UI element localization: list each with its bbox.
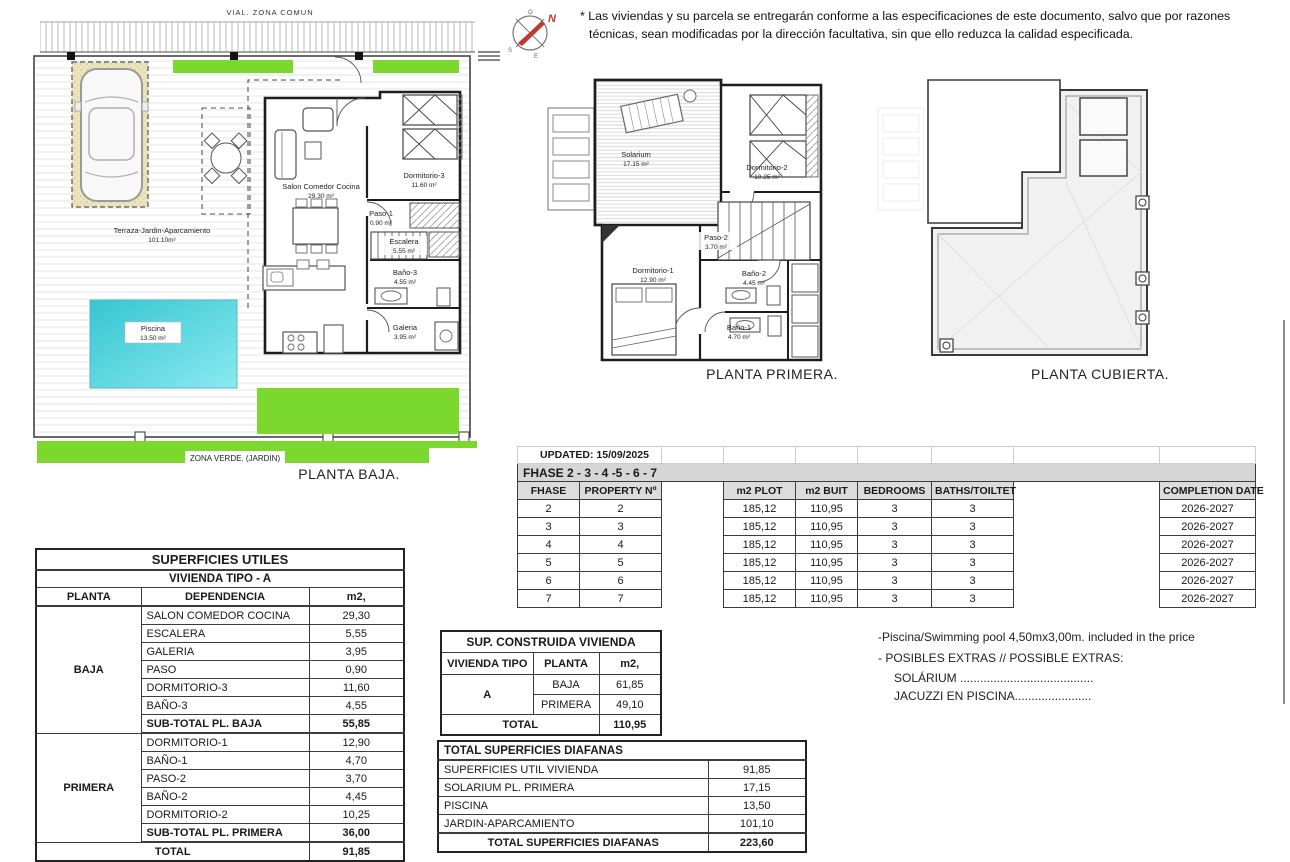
spacer-cell	[662, 482, 724, 608]
terrace-label: Terraza-Jardin-Aparcamiento	[113, 226, 211, 235]
plan-title-cubierta: PLANTA CUBIERTA.	[1031, 366, 1169, 382]
table-cell: 29,30	[309, 606, 404, 625]
room-area: 29.30 m²	[308, 193, 334, 200]
table-cell: 3	[932, 500, 1014, 518]
table-cell: 4,45	[309, 788, 404, 806]
table-cell	[932, 447, 1014, 464]
spacer-cell	[1014, 482, 1160, 608]
table-cell	[724, 447, 796, 464]
table-cell: 7	[580, 590, 662, 608]
table-cell: PRIMERA	[533, 695, 599, 715]
road-hatch	[40, 22, 475, 52]
table-cell: 2	[580, 500, 662, 518]
header-row	[36, 588, 404, 607]
compass-left: S	[508, 48, 513, 54]
compass-bottom: E	[534, 54, 539, 60]
table-cell: 3	[858, 518, 932, 536]
table-cell: 6	[518, 572, 580, 590]
stairs-label	[381, 236, 427, 255]
room-label: Dormitorio-2	[746, 163, 788, 172]
room-area: 17.15 m²	[623, 161, 649, 168]
pool-note: -Piscina/Swimming pool 4,50mx3,00m. included in the price	[878, 630, 1195, 644]
parking-area	[72, 62, 148, 207]
table-cell: JARDIN-APARCAMIENTO	[438, 815, 708, 834]
total-value: 110,95	[599, 715, 661, 736]
table-cell: 3	[932, 590, 1014, 608]
column-header: BEDROOMS	[858, 482, 932, 500]
table-cell: BAÑO-3	[141, 697, 309, 715]
stairs	[718, 202, 810, 260]
table-cell: 5	[518, 554, 580, 572]
table-cell: 185,12	[724, 536, 796, 554]
table-cell: 101,10	[708, 815, 806, 834]
table-title: TOTAL SUPERFICIES DIAFANAS	[438, 741, 806, 760]
ghost-louvers	[878, 108, 924, 210]
pool-area: 13.50 m²	[140, 335, 166, 342]
table-cell: 2026-2027	[1160, 572, 1256, 590]
svg-text:Escalera: Escalera	[389, 237, 419, 246]
table-cell: 5	[580, 554, 662, 572]
table-cell: PISCINA	[438, 797, 708, 815]
phases-table	[517, 446, 1264, 608]
table-cell: 185,12	[724, 500, 796, 518]
column-header: COMPLETION DATE	[1160, 482, 1256, 500]
table-cell: 110,95	[796, 536, 858, 554]
table-cell: GALERIA	[141, 643, 309, 661]
bed	[612, 284, 676, 355]
table-title: SUPERFICIES UTILES	[36, 549, 404, 570]
total-value: 91,85	[309, 842, 404, 861]
table-cell: 185,12	[724, 554, 796, 572]
room-area: 0.90 m²	[369, 220, 393, 227]
table-cell: 110,95	[796, 554, 858, 572]
planta-primera-plan	[540, 62, 855, 387]
table-cell: 110,95	[796, 572, 858, 590]
room-area: 4.45 m²	[742, 280, 766, 287]
table-cell: 3	[858, 590, 932, 608]
table-cell: ESCALERA	[141, 625, 309, 643]
svg-text:Paso-2: Paso-2	[704, 233, 728, 242]
table-cell: 6	[580, 572, 662, 590]
table-cell: 110,95	[796, 500, 858, 518]
table-row	[438, 815, 806, 834]
extra-jacuzzi: JACUZZI EN PISCINA.......................	[894, 688, 1092, 703]
total-label: TOTAL	[36, 842, 309, 861]
column-header: VIVIENDA TIPO	[441, 653, 533, 675]
room-label: Galeria	[392, 323, 418, 332]
updated-row	[518, 447, 1256, 464]
table-cell: 3	[858, 572, 932, 590]
room-area: 12.90 m²	[640, 277, 666, 284]
table-cell: 0,90	[309, 661, 404, 679]
garden-green	[257, 388, 459, 434]
table-subtitle: VIVIENDA TIPO - A	[36, 570, 404, 588]
column-header: m2 PLOT	[724, 482, 796, 500]
total-value: 223,60	[708, 833, 806, 852]
vivienda-tipo: A	[441, 675, 533, 715]
louvers	[548, 108, 594, 210]
table-cell: 3	[932, 518, 1014, 536]
table-cell: 3	[580, 518, 662, 536]
column-header: m2,	[309, 588, 404, 607]
street-label: VIAL. ZONA COMUN	[226, 8, 314, 17]
header-row	[441, 653, 661, 675]
planta-baja-plan	[25, 2, 525, 484]
room-area: 4.70 m²	[727, 334, 751, 341]
table-row	[441, 675, 661, 695]
plan-title-baja: PLANTA BAJA.	[298, 466, 400, 482]
room-area: 11.60 m²	[411, 182, 437, 189]
table-cell: 185,12	[724, 572, 796, 590]
extra-solarium: SOLÁRIUM ........................................	[894, 671, 1094, 686]
column-header: BATHS/TOILTET	[932, 482, 1014, 500]
planta-group-label: PRIMERA	[36, 733, 141, 842]
table-cell	[1160, 447, 1256, 464]
table-cell: 2026-2027	[1160, 536, 1256, 554]
subtotal-value: 55,85	[309, 715, 404, 734]
table-cell: 13,50	[708, 797, 806, 815]
table-cell: 2026-2027	[1160, 500, 1256, 518]
header-row	[518, 482, 1256, 500]
car-icon	[75, 69, 148, 201]
table-cell: BAJA	[533, 675, 599, 695]
table-cell: 3	[858, 500, 932, 518]
planta-cubierta-plan	[870, 62, 1290, 387]
superficies-utiles-table	[35, 548, 405, 862]
skylight	[1080, 98, 1127, 135]
column-header: PLANTA	[36, 588, 141, 607]
table-cell: 4,55	[309, 697, 404, 715]
table-cell: 110,95	[796, 590, 858, 608]
table-cell: DORMITORIO-3	[141, 679, 309, 697]
table-cell	[1014, 447, 1160, 464]
phase-band-row	[518, 464, 1256, 482]
table-cell: 3	[932, 572, 1014, 590]
column-header: m2 BUIT	[796, 482, 858, 500]
updated-date: UPDATED: 15/09/2025	[518, 447, 662, 464]
table-cell: 185,12	[724, 590, 796, 608]
table-cell: 2026-2027	[1160, 518, 1256, 536]
room-area: 4.55 m²	[393, 279, 417, 286]
table-title: SUP. CONSTRUIDA VIVIENDA	[441, 631, 661, 653]
room-area: 3.95 m²	[393, 334, 417, 341]
table-cell: DORMITORIO-2	[141, 806, 309, 824]
room-label: Baño-1	[726, 323, 752, 332]
extras-note: - POSIBLES EXTRAS // POSSIBLE EXTRAS:	[878, 650, 1124, 665]
table-cell: 4	[518, 536, 580, 554]
table-cell: DORMITORIO-1	[141, 733, 309, 752]
table-cell: 3	[932, 554, 1014, 572]
table-cell: 49,10	[599, 695, 661, 715]
table-cell	[796, 447, 858, 464]
table-cell: BAÑO-2	[141, 788, 309, 806]
total-row	[438, 833, 806, 852]
dining-table	[293, 199, 338, 253]
table-cell: BAÑO-1	[141, 752, 309, 770]
table-row	[438, 760, 806, 779]
room-label: Baño-3	[392, 268, 418, 277]
compass-top: O	[528, 10, 533, 16]
column-header: DEPENDENCIA	[141, 588, 309, 607]
subtotal-label: SUB-TOTAL PL. PRIMERA	[141, 824, 309, 843]
column-header: m2,	[599, 653, 661, 675]
room-label: Paso-1	[369, 209, 393, 218]
green-strip	[373, 60, 459, 73]
table-cell: 4	[580, 536, 662, 554]
table-cell: 110,95	[796, 518, 858, 536]
terrace-area: 101.10m²	[148, 237, 176, 244]
paso-label	[697, 232, 737, 251]
table-cell: PASO-2	[141, 770, 309, 788]
table-cell: 2	[518, 500, 580, 518]
table-row	[438, 797, 806, 815]
table-cell: SUPERFICIES UTIL VIVIENDA	[438, 760, 708, 779]
table-cell: 12,90	[309, 733, 404, 752]
total-row	[36, 842, 404, 861]
pool-label: Piscina	[140, 324, 166, 333]
table-cell	[858, 447, 932, 464]
table-cell: 3	[858, 536, 932, 554]
scale-marks	[478, 52, 500, 60]
room-label: Baño-2	[741, 269, 767, 278]
room-label: Salon Comedor Cocina	[282, 182, 360, 191]
room-label: Dormitorio-1	[632, 266, 674, 275]
table-cell: 2026-2027	[1160, 554, 1256, 572]
table-cell: 61,85	[599, 675, 661, 695]
subtotal-label: SUB-TOTAL PL. BAJA	[141, 715, 309, 734]
table-cell: 5,55	[309, 625, 404, 643]
wardrobe	[429, 232, 460, 257]
room-label: Solarium	[621, 150, 651, 159]
table-cell: 2026-2027	[1160, 590, 1256, 608]
zona-verde-label	[185, 451, 285, 464]
table-row	[438, 779, 806, 797]
column-header: FHASE	[518, 482, 580, 500]
table-cell: 4,70	[309, 752, 404, 770]
svg-text:3.70 m²: 3.70 m²	[704, 244, 728, 251]
table-cell: 10,25	[309, 806, 404, 824]
table-cell: 7	[518, 590, 580, 608]
table-cell	[662, 447, 724, 464]
table-cell: 3,70	[309, 770, 404, 788]
total-label: TOTAL	[441, 715, 599, 736]
table-cell: 185,12	[724, 518, 796, 536]
table-cell: 3	[932, 536, 1014, 554]
planta-group-label: BAJA	[36, 606, 141, 733]
washer	[435, 322, 458, 350]
green-strip	[173, 60, 293, 73]
table-cell: SOLARIUM PL. PRIMERA	[438, 779, 708, 797]
compass-north: N	[548, 13, 556, 25]
total-row	[441, 715, 661, 736]
column-header: PLANTA	[533, 653, 599, 675]
room-label: Dormitorio-3	[403, 171, 445, 180]
table-cell: 3	[858, 554, 932, 572]
svg-text:5.55 m²: 5.55 m²	[392, 248, 416, 255]
pool	[90, 300, 237, 388]
table-cell: 3,95	[309, 643, 404, 661]
solarium	[595, 80, 721, 225]
table-cell: 3	[518, 518, 580, 536]
phase-band: FHASE 2 - 3 - 4 -5 - 6 - 7	[518, 464, 1256, 482]
subtotal-value: 36,00	[309, 824, 404, 843]
table-cell: 11,60	[309, 679, 404, 697]
disclaimer-text: * Las viviendas y su parcela se entregarán conforme a las especificaciones de este documento, salvo que por razones técnicas, sean modificadas por la dirección facultativa, sin que ello reduzca la calidad especificada.	[580, 9, 1231, 41]
table-cell: 91,85	[708, 760, 806, 779]
table-cell: PASO	[141, 661, 309, 679]
sup-construida-table	[440, 630, 662, 736]
table-row	[36, 733, 404, 752]
table-cell: SALON COMEDOR COCINA	[141, 606, 309, 625]
total-label: TOTAL SUPERFICIES DIAFANAS	[438, 833, 708, 852]
svg-text:ZONA VERDE. (JARDIN): ZONA VERDE. (JARDIN)	[189, 454, 281, 463]
notes-block	[878, 630, 1258, 706]
column-header: PROPERTY Nº	[580, 482, 662, 500]
skylight	[1080, 140, 1127, 176]
room-area: 10.25 m²	[754, 174, 780, 181]
page-edge-line	[1283, 320, 1285, 704]
table-cell: 17,15	[708, 779, 806, 797]
plan-title-primera: PLANTA PRIMERA.	[706, 366, 838, 382]
wardrobe	[410, 203, 460, 228]
table-row	[36, 606, 404, 625]
diafanas-table	[437, 740, 807, 853]
compass-icon	[478, 6, 573, 68]
